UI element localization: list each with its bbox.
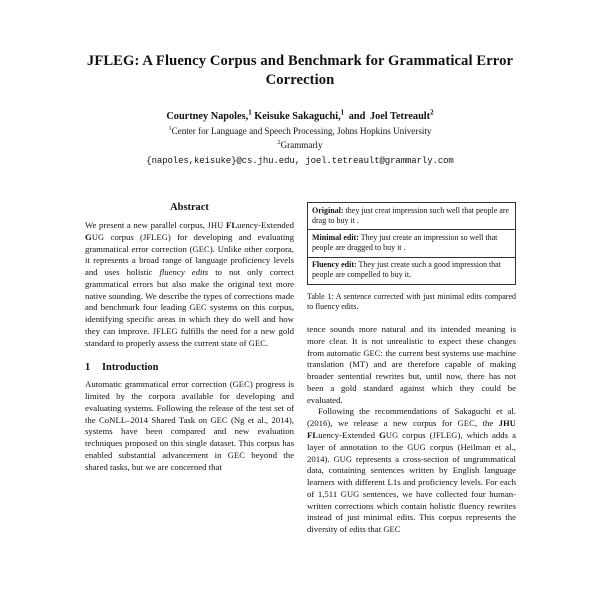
row-label-minimal-edit: Minimal edit:: [312, 232, 359, 242]
acronym-gec-right-2: GEC: [457, 419, 475, 429]
table-1-caption: [307, 292, 516, 313]
two-column-body: [0, 202, 600, 600]
row-text-original: they just creat impression such well that people are drag to buy it .: [312, 205, 510, 225]
author-1: Courtney Napoles,: [166, 110, 249, 122]
acronym-gec-intro-1: GEC: [232, 380, 250, 390]
affiliation-2: [62, 139, 538, 152]
row-label-fluency-edit: Fluency edit:: [312, 260, 357, 270]
right-paragraph-2: Following the recommendations of Sakaguchi et al. (2016), we release a new corpus for GEC, the JHU FLuency-Extended GUG corpus (JFLEG), which adds a layer of annotation to the GUG corpus (Heilman et al., 2014). GUG represents a cross-section of ungrammatical data, containing sentences written by English language learners with different L1s and proficiency levels. For each of 1,511 GUG sentences, we have collected four human-written corrections which contain holistic fluency rewrites instead of just minimal edits. This corpus represents the diversity of edits that GEC: [307, 406, 516, 535]
author-conjunction: and: [348, 110, 366, 122]
author-2: Keisuke Sakaguchi,: [254, 110, 341, 122]
emph-g: G: [85, 231, 92, 242]
author-list: [62, 110, 538, 124]
author-emails: {napoles,keisuke}@cs.jhu.edu, joel.tetreault@grammarly.com: [146, 155, 454, 166]
acronym-gug-1: GUG: [407, 442, 426, 452]
acronym-mt: MT: [352, 360, 366, 370]
introduction-paragraph-1: Automatic grammatical error correction (GEC) progress is limited by the corpora available for developing and evaluating systems. Following the release of the test set of the CoNLL–2014 Shared Task on GEC (Ng et al., 2014), systems have been compared and new evaluation techniques proposed on this single dataset. This corpus has enabled substantial advancement in GEC beyond the shared tasks, but we are concerned that: [85, 379, 294, 472]
table-caption-text: A sentence corrected with just minimal edits compared to fluency edits.: [307, 291, 516, 312]
term-fluency-edits: fluency edits: [159, 267, 209, 278]
section-heading-introduction: [85, 362, 294, 373]
acronym-gec-intro-3: GEC: [227, 451, 245, 461]
right-paragraph-1: tence sounds more natural and its intended meaning is more clear. It is not unrealistic to expect these changes from automatic GEC: the current best systems use machine translation (MT) and are therefore capable of making broader sentential rewrites but, until now, there has not been a gold standard against which they could be evaluated.: [307, 324, 516, 405]
right-column-text: [307, 324, 516, 536]
affiliation-2-text: Grammarly: [280, 139, 323, 150]
affiliation-1-text: Center for Language and Speech Processing, Johns Hopkins University: [171, 125, 432, 136]
row-text-fluency-edit: They just create such a good impression that people are compelled to buy it.: [312, 260, 501, 280]
acronym-ug: UG: [91, 232, 105, 242]
abstract-heading: Abstract: [170, 202, 209, 213]
acronym-gug-3: GUG: [340, 489, 360, 499]
row-label-original: Original:: [312, 205, 344, 215]
right-column: [307, 202, 516, 600]
acronym-jfleg: JFLEG: [142, 232, 168, 242]
author-3-affil-marker: 2: [430, 108, 434, 117]
acronym-jhu-right: JHU: [498, 419, 516, 429]
acronym-jhu: JHU: [207, 221, 224, 230]
acronym-gug-2: GUG: [333, 454, 353, 464]
title-block: [0, 0, 600, 166]
affiliation-1-marker: 1: [168, 124, 172, 132]
acronym-gec-right-3: GEC: [383, 525, 401, 535]
acronym-gec: GEC: [192, 244, 210, 254]
acronym-jfleg-2: JFLEG: [152, 326, 178, 336]
table-row: [308, 257, 516, 284]
page-title: JFLEG: A Fluency Corpus and Benchmark for Grammatical Error Correction: [86, 53, 514, 88]
section-number: 1: [85, 362, 91, 374]
abstract-paragraph: We present a new parallel corpus, JHU FLuency-Extended GUG corpus (JFLEG) for developing and evaluating grammatical error correction (GEC). Unlike other corpora, it represents a broad range of language proficiency levels and uses holistic fluency edits to not only correct grammatical errors but also make the original text more native sounding. We describe the types of corrections made and benchmark four leading GEC systems on this corpus, identifying specific areas in which they do well and how they can improve. JFLEG fulfills the need for a new gold standard to properly assess the current state of GEC.: [85, 220, 294, 348]
table-row: [308, 230, 516, 257]
table-row: [308, 203, 516, 230]
emph-fl-right: FL: [307, 429, 319, 440]
acronym-jfleg-right: JFLEG: [432, 430, 458, 440]
table-caption-number: Table 1:: [307, 291, 334, 301]
acronym-ug-right: UG: [385, 430, 399, 440]
acronym-gec-2: GEC: [189, 303, 207, 313]
emph-g-right: G: [379, 429, 386, 440]
acronym-gec-intro-2: GEC: [210, 415, 228, 425]
section-title: Introduction: [102, 362, 159, 374]
author-1-affil-marker: 1: [248, 108, 252, 117]
author-3: Joel Tetreault: [369, 110, 431, 122]
emph-fl: FL: [225, 220, 238, 230]
table-1: [307, 202, 516, 285]
author-2-affil-marker: 1: [340, 108, 345, 117]
row-text-minimal-edit: They just create an impression so well that people are dragged to buy it .: [312, 232, 498, 253]
left-column: [85, 202, 294, 600]
acronym-gec-right-1: GEC: [363, 348, 381, 358]
table-1-wrapper: [307, 202, 516, 313]
acronym-gec-3: GEC: [248, 338, 266, 348]
affiliation-1: [62, 125, 538, 138]
affiliation-2-marker: 2: [277, 138, 281, 146]
